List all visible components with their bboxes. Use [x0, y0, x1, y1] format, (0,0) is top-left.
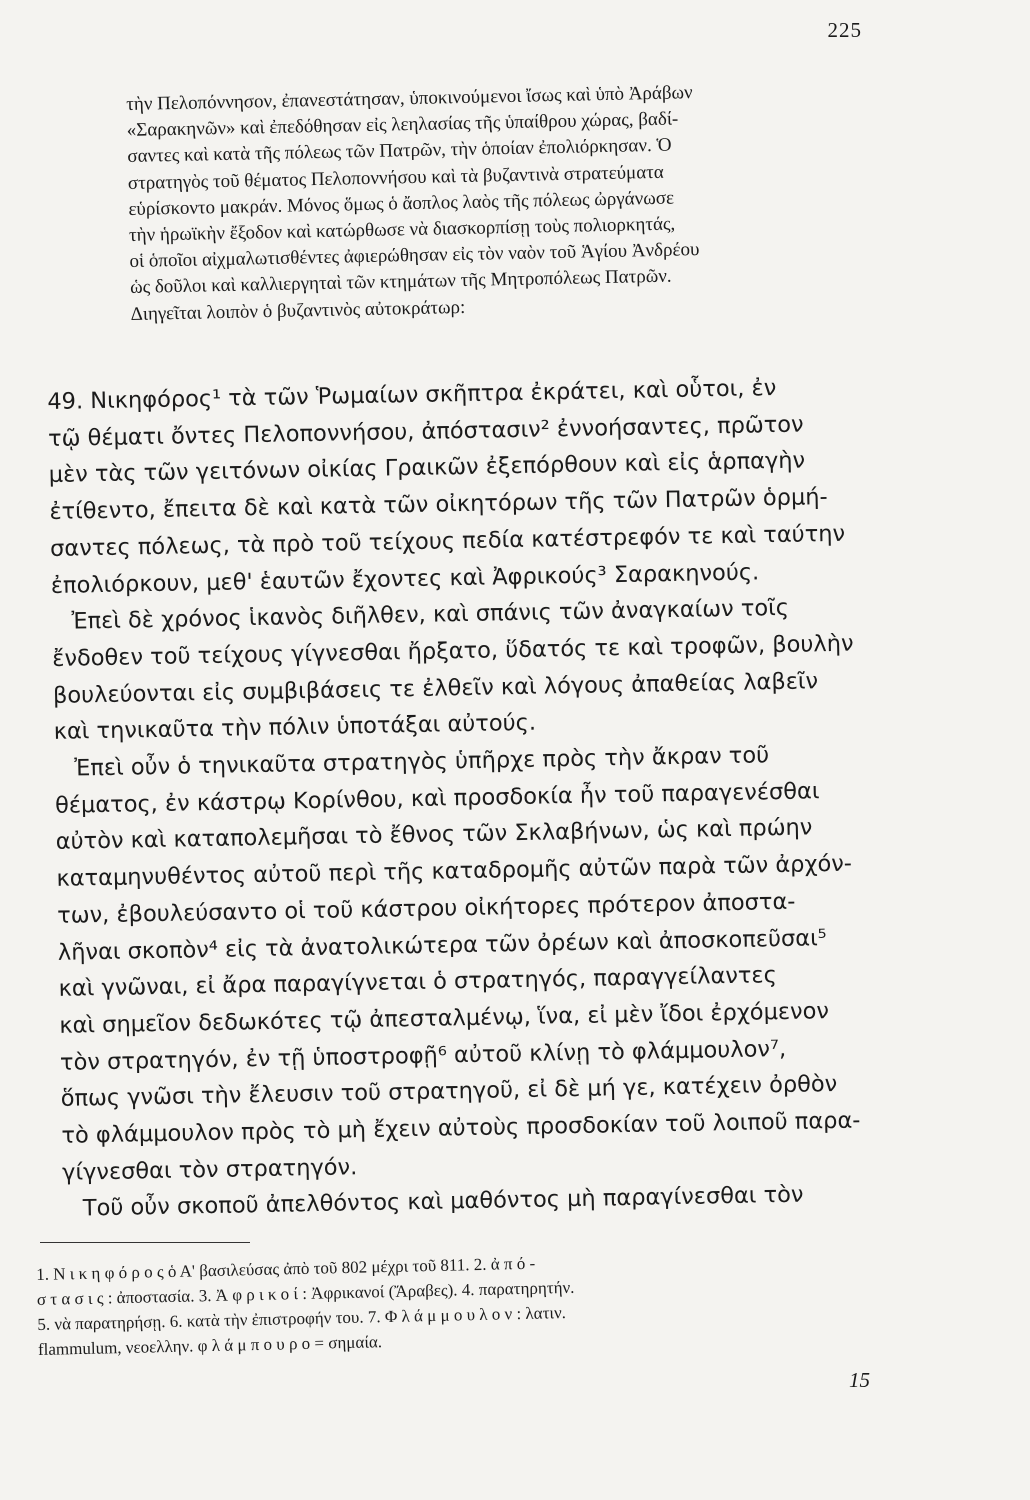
intro-line: εὑρίσκοντο μακράν. Μόνος ὅμως ὁ ἄοπλος λαὸς τῆς πόλεως ὠργάνωσε	[128, 187, 675, 220]
main-line: Τοῦ οὖν σκοποῦ ἀπελθόντος καὶ μαθόντος μὴ παραγίνεσθαι τὸν	[82, 1182, 804, 1222]
main-line: αὐτὸν καὶ καταπολεμῆσαι τὸ ἔθνος τῶν Σκλαβήνων, ὡς καὶ πρώην	[55, 814, 813, 856]
main-line: τῷ θέματι ὄντες Πελοποννήσου, ἀπόστασιν² ἐννοήσαντες, πρῶτον	[47, 411, 804, 452]
main-line: των, ἐβουλεύσαντο οἱ τοῦ κάστρου οἰκήτορες πρότερον ἀποστα-	[56, 888, 796, 929]
intro-line: ὡς δοῦλοι καὶ καλλιεργηταὶ τῶν κτημάτων τῆς Μητροπόλεως Πατρῶν.	[129, 266, 672, 299]
main-line: μὲν τὰς τῶν γειτόνων οἰκίας Γραικῶν ἐξεπόρθουν καὶ εἰς ἁρπαγὴν	[48, 447, 806, 489]
main-line: γίγνεσθαι τὸν στρατηγόν.	[61, 1153, 358, 1186]
main-line: τὸν στρατηγόν, ἐν τῇ ὑποστροφῇ⁶ αὐτοῦ κλίνῃ τὸ φλάμμουλον⁷,	[59, 1035, 787, 1076]
main-text	[47, 368, 913, 1228]
footnotes	[36, 1242, 918, 1362]
footnote-line: flammulum, νεοελλην. φ λ ά μ π ο υ ρ ο = σημαία.	[37, 1332, 383, 1359]
main-line: σαντες πόλεως, τὰ πρὸ τοῦ τείχους πεδία κατέστρεφόν τε καὶ ταύτην	[49, 520, 846, 562]
footnote-line: σ τ α σ ι ς : ἀποστασία. 3. Ἀ φ ρ ι κ ο ί : Ἀφρικανοί (Ἄραβες). 4. παρατηρητήν.	[36, 1277, 575, 1309]
page-number: 225	[827, 18, 862, 42]
main-line: Ἐπεὶ δὲ χρόνος ἱκανὸς διῆλθεν, καὶ σπάνις τῶν ἀναγκαίων τοῖς	[71, 595, 790, 635]
intro-paragraph	[126, 76, 901, 328]
intro-line: Διηγεῖται λοιπὸν ὁ βυζαντινὸς αὐτοκράτωρ:	[130, 296, 466, 325]
intro-line: τὴν Πελοπόννησον, ἐπανεστάτησαν, ὑποκινούμενοι ἴσως καὶ ὑπὸ Ἀράβων	[126, 82, 693, 115]
intro-line: «Σαρακηνῶν» καὶ ἐπεδόθησαν εἰς λεηλασίας τῆς ὑπαίθρου χώρας, βαδί-	[126, 108, 679, 142]
footnote-line: 1. Ν ι κ η φ ό ρ ο ς ὁ Α' βασιλεύσας ἀπὸ τοῦ 802 μέχρι τοῦ 811. 2. ἀ π ό -	[36, 1253, 536, 1284]
main-line: καὶ σημεῖον δεδωκότες τῷ ἀπεσταλμένῳ, ἵνα, εἰ μὲν ἴδοι ἐρχόμενον	[59, 998, 830, 1039]
intro-line: τὴν ἡρωϊκὴν ἔξοδον καὶ κατώρθωσε νὰ διασκορπίσῃ τοὺς πολιορκητάς,	[128, 213, 676, 246]
intro-line: οἱ ὁποῖοι αἰχμαλωτισθέντες ἀφιερώθησαν εἰς τὸν ναὸν τοῦ Ἁγίου Ἀνδρέου	[129, 239, 700, 273]
main-line: ἔνδοθεν τοῦ τείχους γίγνεσθαι ἤρξατο, ὕδατός τε καὶ τροφῶν, βουλὴν	[52, 630, 854, 672]
intro-line: στρατηγὸς τοῦ θέματος Πελοποννήσου καὶ τὰ βυζαντινὰ στρατεύματα	[127, 161, 664, 194]
intro-line: σαντες καὶ κατὰ τῆς πόλεως τῶν Πατρῶν, τὴν ὁποίαν ἐπολιόρκησαν. Ὁ	[127, 134, 672, 168]
main-line: καταμηνυθέντος αὐτοῦ περὶ τῆς καταδρομῆς αὐτῶν παρὰ τῶν ἀρχόν-	[56, 850, 853, 893]
main-line: 49. Νικηφόρος¹ τὰ τῶν Ῥωμαίων σκῆπτρα ἐκράτει, καὶ οὗτοι, ἐν	[47, 375, 777, 415]
main-line: λῆναι σκοπὸν⁴ εἰς τὰ ἀνατολικώτερα τῶν ὀρέων καὶ ἀποσκοπεῦσαι⁵	[57, 924, 827, 966]
main-line: θέματος, ἐν κάστρῳ Κορίνθου, καὶ προσδοκία ἦν τοῦ παραγενέσθαι	[54, 777, 820, 819]
footnote-line: 5. νὰ παρατηρήσῃ. 6. κατὰ τὴν ἐπιστροφήν του. 7. Φ λ ά μ μ ο υ λ ο ν : λατιν.	[37, 1302, 567, 1334]
main-line: ἐτίθεντο, ἔπειτα δὲ καὶ κατὰ τῶν οἰκητόρων τῆς τῶν Πατρῶν ὁρμή-	[49, 484, 828, 526]
main-line: τὸ φλάμμουλον πρὸς τὸ μὴ ἔχειν αὐτοὺς προσδοκίαν τοῦ λοιποῦ παρα-	[61, 1107, 861, 1149]
main-line: Ἐπεὶ οὖν ὁ τηνικαῦτα στρατηγὸς ὑπῆρχε πρὸς τὴν ἄκραν τοῦ	[74, 742, 770, 782]
main-line: ἐπολιόρκουν, μεθ' ἑαυτῶν ἔχοντες καὶ Ἀφρικούς³ Σαρακηνούς.	[50, 558, 760, 599]
main-line: ὅπως γνῶσι τὴν ἔλευσιν τοῦ στρατηγοῦ, εἰ δὲ μή γε, κατέχειν ὀρθὸν	[60, 1071, 838, 1113]
main-line: καὶ τηνικαῦτα τὴν πόλιν ὑποτάξαι αὐτούς.	[53, 710, 537, 746]
main-line: καὶ γνῶναι, εἰ ἄρα παραγίγνεται ὁ στρατηγός, παραγγείλαντες	[58, 962, 778, 1003]
footnote-divider	[40, 1242, 250, 1243]
main-line: βουλεύονται εἰς συμβιβάσεις τε ἐλθεῖν καὶ λόγους ἀπαθείας λαβεῖν	[52, 667, 819, 709]
signature-mark: 15	[849, 1368, 870, 1392]
